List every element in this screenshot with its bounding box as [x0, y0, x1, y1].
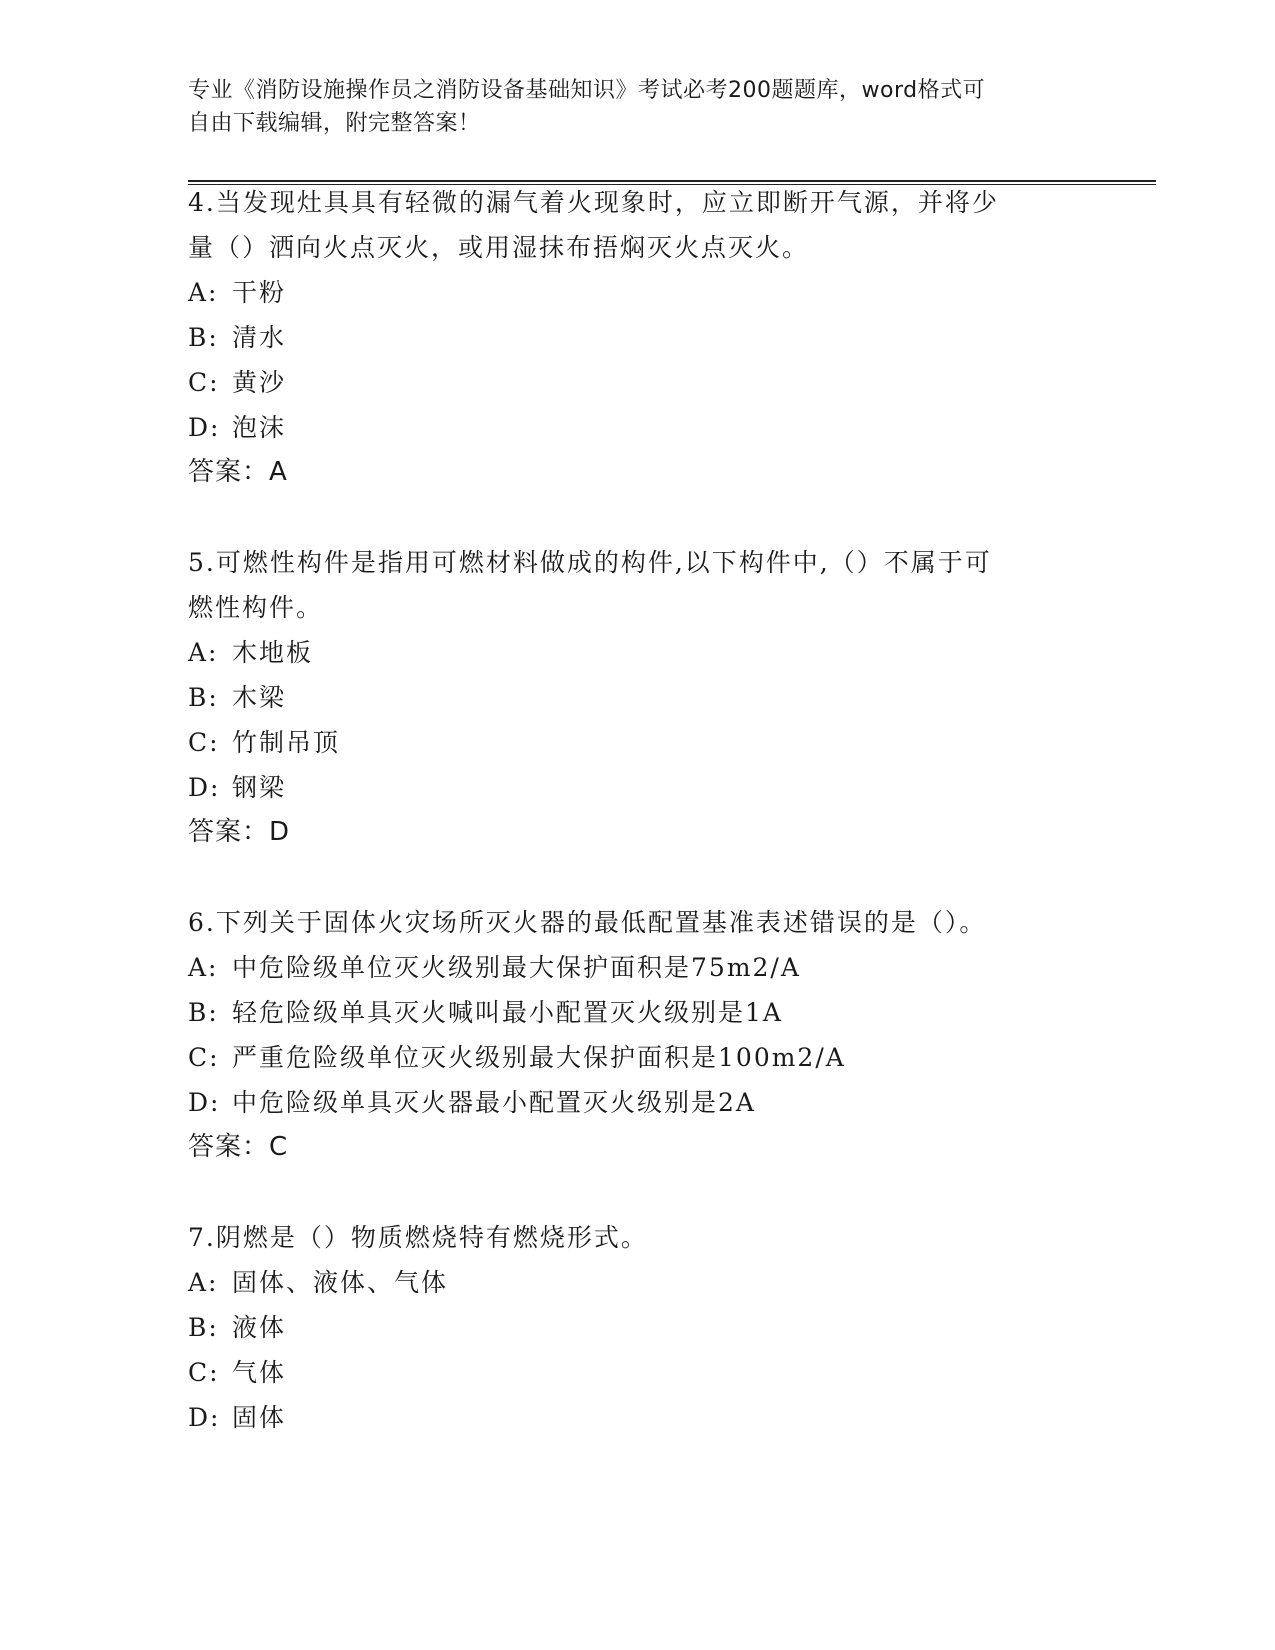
option-letter: A:	[188, 278, 219, 307]
option-text: 木地板	[232, 638, 314, 667]
option-b	[188, 675, 1088, 720]
option-letter: D:	[188, 413, 221, 442]
option-text: 中危险级单具灭火器最小配置灭火级别是2A	[232, 1088, 756, 1117]
option-a	[188, 945, 1088, 990]
header-line-1: 专业《消防设施操作员之消防设备基础知识》考试必考200题题库，word格式可	[188, 78, 986, 103]
option-text: 中危险级单位灭火级别最大保护面积是75m2/A	[232, 953, 801, 982]
question-text-line-1: 7.阴燃是（）物质燃烧特有燃烧形式。	[188, 1223, 648, 1252]
answer-line: 答案：D	[188, 817, 291, 847]
option-text: 竹制吊顶	[232, 728, 341, 757]
option-letter: A:	[188, 638, 219, 667]
option-text: 木梁	[232, 683, 287, 712]
answer-line: 答案：A	[188, 457, 288, 487]
option-letter: B:	[188, 998, 219, 1027]
option-text: 泡沫	[232, 413, 287, 442]
option-text: 液体	[232, 1313, 287, 1342]
option-text: 干粉	[232, 278, 287, 307]
header-line-2: 自由下载编辑，附完整答案！	[188, 111, 481, 136]
option-b	[188, 990, 1088, 1035]
option-c	[188, 360, 1088, 405]
question-5	[188, 540, 1088, 855]
question-text-line-1: 6.下列关于固体火灾场所灭火器的最低配置基准表述错误的是（）。	[188, 908, 987, 937]
option-b	[188, 1305, 1088, 1350]
option-letter: D:	[188, 773, 221, 802]
option-text: 轻危险级单具灭火喊叫最小配置灭火级别是1A	[232, 998, 783, 1027]
option-text: 气体	[232, 1358, 287, 1387]
option-text: 固体、液体、气体	[232, 1268, 449, 1297]
option-c	[188, 720, 1088, 765]
answer-line: 答案：C	[188, 1132, 289, 1162]
option-letter: C:	[188, 1043, 220, 1072]
option-letter: C:	[188, 728, 220, 757]
question-text-line-2: 量（）洒向火点灭火，或用湿抹布捂焖灭火点灭火。	[188, 233, 810, 262]
option-letter: C:	[188, 1358, 220, 1387]
option-d	[188, 765, 1088, 810]
document-header	[188, 74, 1088, 140]
option-c	[188, 1035, 1088, 1080]
question-4	[188, 180, 1088, 495]
option-letter: B:	[188, 323, 219, 352]
question-text-line-2: 燃性构件。	[188, 593, 324, 622]
option-a	[188, 630, 1088, 675]
question-6	[188, 900, 1088, 1170]
option-a	[188, 1260, 1088, 1305]
question-7	[188, 1215, 1088, 1440]
option-letter: B:	[188, 1313, 219, 1342]
option-d	[188, 1395, 1088, 1440]
option-d	[188, 405, 1088, 450]
option-a	[188, 270, 1088, 315]
option-text: 严重危险级单位灭火级别最大保护面积是100m2/A	[232, 1043, 846, 1072]
question-text-line-1: 4.当发现灶具具有轻微的漏气着火现象时，应立即断开气源，并将少	[188, 188, 999, 217]
option-text: 固体	[232, 1403, 287, 1432]
option-b	[188, 315, 1088, 360]
option-letter: C:	[188, 368, 220, 397]
option-letter: D:	[188, 1088, 221, 1117]
option-letter: B:	[188, 683, 219, 712]
option-d	[188, 1080, 1088, 1125]
option-letter: A:	[188, 953, 219, 982]
question-text-line-1: 5.可燃性构件是指用可燃材料做成的构件,以下构件中,（）不属于可	[188, 548, 992, 577]
option-text: 钢梁	[232, 773, 287, 802]
option-text: 清水	[232, 323, 287, 352]
option-c	[188, 1350, 1088, 1395]
option-letter: D:	[188, 1403, 221, 1432]
option-letter: A:	[188, 1268, 219, 1297]
option-text: 黄沙	[232, 368, 287, 397]
